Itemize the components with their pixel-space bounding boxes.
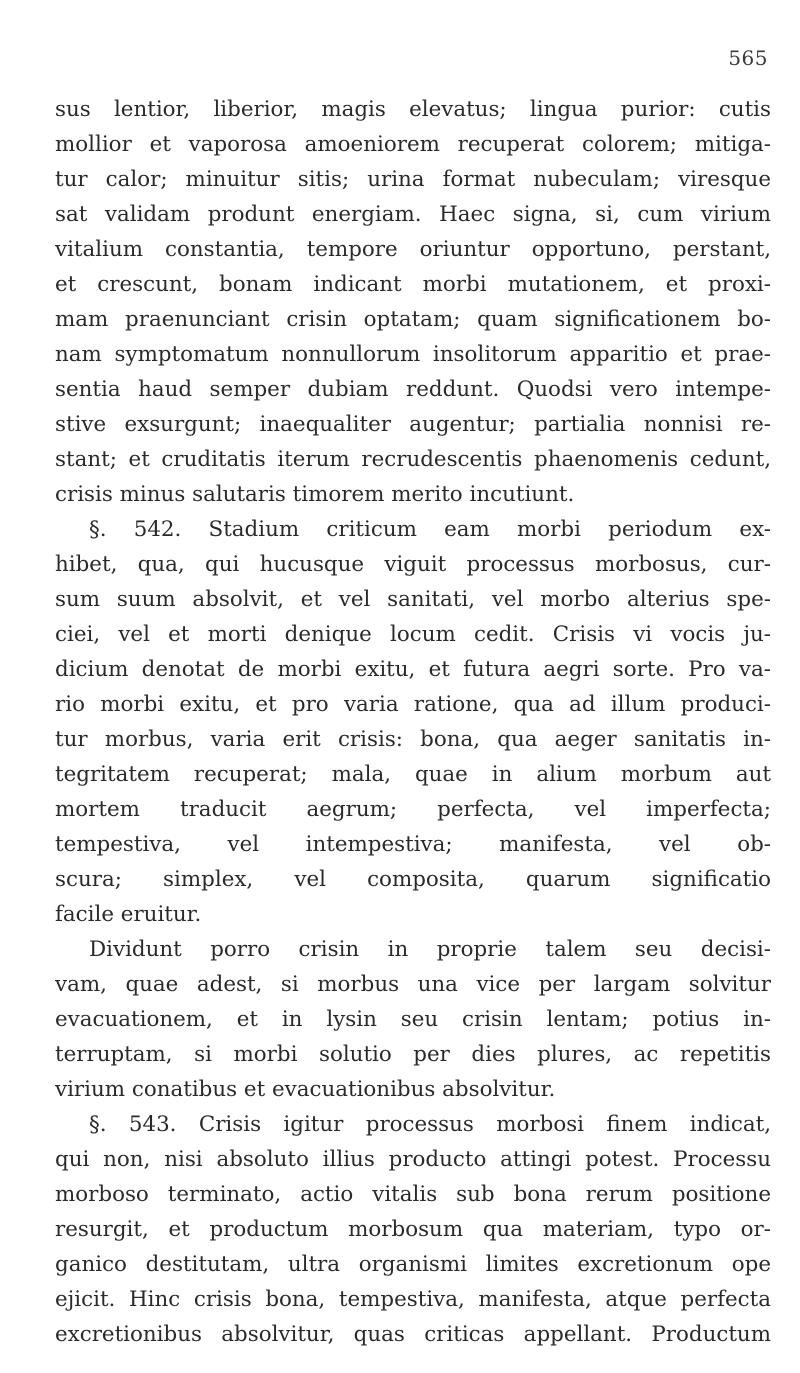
text-line: resurgit, et productum morbosum qua materiam, typo or- [55,1217,771,1242]
text-line: tempestiva, vel intempestiva; manifesta, vel ob- [55,832,771,857]
text-line: sum suum absolvit, et vel sanitati, vel morbo alterius spe- [55,587,771,612]
section-543-heading-line: §. 543. Crisis igitur processus morbosi finem indicat, [89,1112,771,1137]
text-line: sentia haud semper dubiam reddunt. Quodsi vero intempe- [55,377,771,402]
text-line: ejicit. Hinc crisis bona, tempestiva, manifesta, atque perfecta [55,1287,771,1312]
paragraph-end-line: virium conatibus et evacuationibus absolvitur. [55,1077,556,1102]
body-text [55,92,771,1352]
text-line: rio morbi exitu, et pro varia ratione, qua ad illum produci- [55,692,771,717]
text-line: sat validam produnt energiam. Haec signa, si, cum virium [55,202,771,227]
text-line: hibet, qua, qui hucusque viguit processus morbosus, cur- [55,552,771,577]
text-line: morboso terminato, actio vitalis sub bona rerum positione [55,1182,771,1207]
text-line: sus lentior, liberior, magis elevatus; lingua purior: cutis [55,97,771,122]
text-line: tur morbus, varia erit crisis: bona, qua aeger sanitatis in- [55,727,771,752]
text-line: stive exsurgunt; inaequaliter augentur; partialia nonnisi re- [55,412,771,437]
text-line: mam praenunciant crisin optatam; quam significationem bo- [55,307,771,332]
text-line: vam, quae adest, si morbus una vice per largam solvitur [55,972,771,997]
text-line: qui non, nisi absoluto illius producto attingi potest. Processu [55,1147,771,1172]
text-line: et crescunt, bonam indicant morbi mutationem, et proxi- [55,272,771,297]
text-line: mortem traducit aegrum; perfecta, vel imperfecta; [55,797,771,822]
section-542-heading-line: §. 542. Stadium criticum eam morbi periodum ex- [89,517,771,542]
text-line: stant; et cruditatis iterum recrudescentis phaenomenis cedunt, [55,447,771,472]
text-line: vitalium constantia, tempore oriuntur opportuno, perstant, [55,237,771,262]
text-line: dicium denotat de morbi exitu, et futura aegri sorte. Pro va- [55,657,771,682]
paragraph-end-line: crisis minus salutaris timorem merito incutiunt. [55,482,575,507]
text-line: excretionibus absolvitur, quas criticas appellant. Productum [55,1322,771,1347]
text-line: ganico destitutam, ultra organismi limites excretionum ope [55,1252,771,1277]
text-line: mollior et vaporosa amoeniorem recuperat colorem; mitiga- [55,132,771,157]
text-line: nam symptomatum nonnullorum insolitorum apparitio et prae- [55,342,771,367]
text-line: terruptam, si morbi solutio per dies plures, ac repetitis [55,1042,771,1067]
text-line: evacuationem, et in lysin seu crisin lentam; potius in- [55,1007,771,1032]
text-line: tur calor; minuitur sitis; urina format nubeculam; viresque [55,167,771,192]
text-line: ciei, vel et morti denique locum cedit. Crisis vi vocis ju- [55,622,771,647]
paragraph-end-line: facile eruitur. [55,902,202,927]
text-line: tegritatem recuperat; mala, quae in alium morbum aut [55,762,771,787]
text-line: scura; simplex, vel composita, quarum significatio [55,867,771,892]
page-number: 565 [728,46,768,70]
paragraph-start-line: Dividunt porro crisin in proprie talem seu decisi- [89,937,771,962]
